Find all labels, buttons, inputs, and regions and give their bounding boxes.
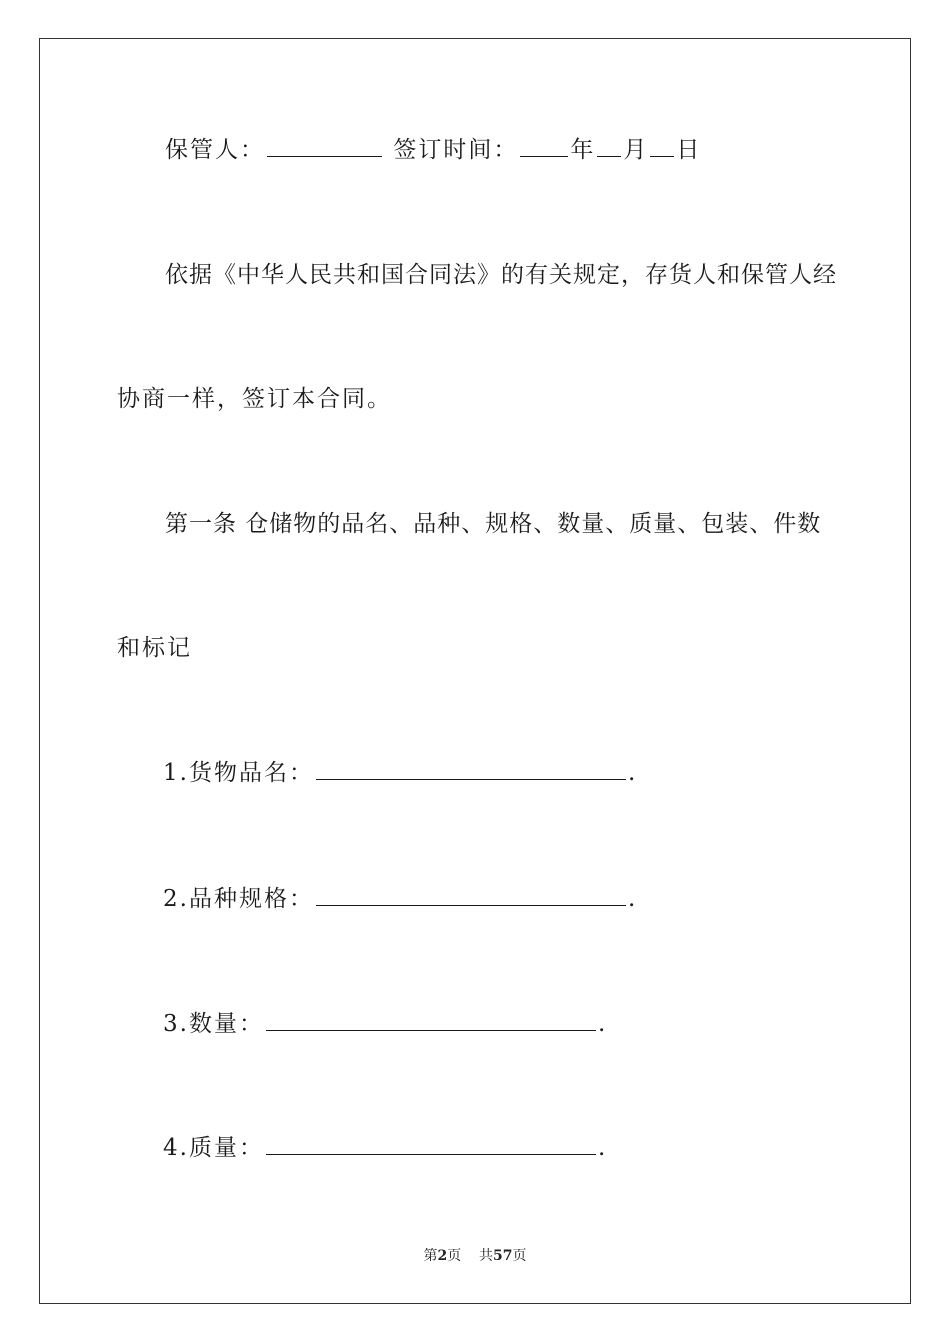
- page-footer: [0, 1247, 950, 1265]
- item-blank: [266, 1010, 596, 1031]
- item-blank: [316, 759, 626, 780]
- item-label: 3.数量：: [163, 1011, 264, 1037]
- header-line: [165, 135, 701, 165]
- paragraph1-line2: 协商一样，签订本合同。: [117, 386, 392, 412]
- footer-page-unit: 页: [447, 1248, 462, 1264]
- footer-total-pages: 57: [493, 1248, 513, 1264]
- item-blank: [316, 885, 626, 906]
- day-label: 日: [676, 137, 702, 163]
- item-goods-name: [163, 758, 637, 788]
- article1-line1: 第一条 仓储物的品名、品种、规格、数量、质量、包装、件数: [165, 511, 822, 537]
- item-spec: [163, 884, 637, 914]
- keeper-blank: [267, 136, 382, 157]
- month-label: 月: [623, 137, 649, 163]
- page-border: [39, 38, 911, 1304]
- item-end: .: [597, 1135, 608, 1161]
- year-blank: [520, 136, 568, 157]
- item-blank: [266, 1134, 596, 1155]
- footer-total-prefix: 共: [479, 1248, 494, 1264]
- item-end: .: [627, 760, 638, 786]
- item-quantity: [163, 1009, 607, 1039]
- article1-line2: 和标记: [117, 635, 192, 661]
- footer-total-unit: 页: [512, 1248, 527, 1264]
- year-label: 年: [570, 137, 596, 163]
- paragraph1-line1: 依据《中华人民共和国合同法》的有关规定，存货人和保管人经: [165, 262, 837, 288]
- footer-prefix: 第: [423, 1248, 438, 1264]
- item-end: .: [627, 886, 638, 912]
- item-label: 1.货物品名：: [163, 760, 314, 786]
- item-label: 4.质量：: [163, 1135, 264, 1161]
- item-quality: [163, 1133, 607, 1163]
- sign-time-label: 签订时间：: [393, 137, 519, 163]
- footer-page-number: 2: [437, 1248, 448, 1264]
- item-label: 2.品种规格：: [163, 886, 314, 912]
- keeper-label: 保管人：: [165, 137, 265, 163]
- day-blank: [650, 136, 674, 157]
- item-end: .: [597, 1011, 608, 1037]
- month-blank: [597, 136, 621, 157]
